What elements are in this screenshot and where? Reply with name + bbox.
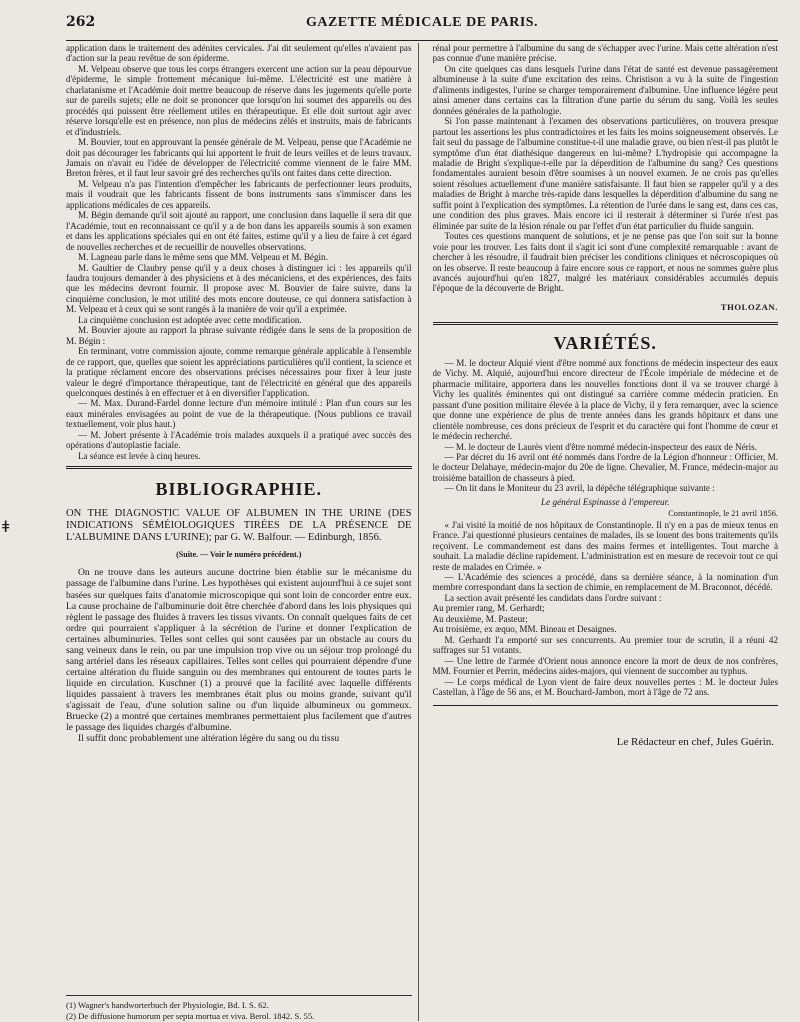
paragraph: M. Gaultier de Claubry pense qu'il y a deux choses à distinguer ici : les appareils qu'il faudra toujours demander à des physiciens et à des mécaniciens, et des expériences, des faits que les médecins devront fournir. Il propose avec M. Bouvier de faire suivre, dans la cinquième conclusion, le mot utilité des mots encore douteuse, ce qui donnera satisfaction à M. Velpeau et à ceux qui se sont rangés à la manière de voir qu'il a exprimée. (66, 262, 412, 315)
paragraph: — Une lettre de l'armée d'Orient nous annonce encore la mort de deux de nos confrères, MM. Fournier et Perrin, médecins aides-majors, qui viennent de succomber au typhus. (432, 655, 778, 677)
paragraph: M. Velpeau n'a pas l'intention d'empêcher les fabricants de perfectionner leurs produits, mais il voudrait que les fabricants fissent de bons instruments sans s'immiscer dans les applications médicales de ces appareils. (66, 178, 412, 210)
paragraph: — Par décret du 16 avril ont été nommés dans l'ordre de la Légion d'honneur : Officier, M. le docteur Delahaye, médecin-major du 20e de ligne. Chevalier, M. France, médecin-major au troisième bataillon de chasseurs à pied. (432, 451, 778, 483)
paragraph: — M. Jobert présente à l'Académie trois malades auxquels il a pratiqué avec succès des opérations d'autoplastie faciale. (66, 429, 412, 451)
paragraph: M. Velpeau observe que tous les corps étrangers exercent une action sur la peau dépourvue d'épiderme, le simple frottement mécanique lui-même. L'électricité est une matière à charlatanisme et l'Académie doit mettre beaucoup de réserve dans les jugements qu'elle porte sur de pareils sujets; elle ne doit se prononcer que lorsqu'on lui soumet des appareils ou des procédés qui puissent être réellement utiles en thérapeutique. Et elle doit surtout agir avec réserve lorsqu'elle est en présence, non plus de médecins zélés et instruits, mais de fabricants et d'industriels. (66, 63, 412, 137)
text-columns (66, 43, 778, 1021)
dispatch-dateline: Constantinople, le 21 avril 1856. (668, 508, 778, 518)
closing-rule (433, 705, 779, 706)
paragraph: M. Bouvier ajoute au rapport la phrase suivante rédigée dans le sens de la proposition de M. Bégin : (66, 325, 412, 346)
page-header (66, 14, 778, 41)
footnote: (2) De diffusione humorum per septa mortua et viva. Berol. 1842. S. 55. (66, 1010, 315, 1021)
paragraph: — M. le docteur Alquié vient d'être nommé aux fonctions de médecin inspecteur des eaux de Vichy. M. Alquié, aujourd'hui encore directeur de l'École impériale de médecine et de pharmacie militaire, apportera dans les nouvelles fonctions dont il va se trouver chargé à Vichy les qualités éminentes qui ont distingué sa carrière comme médecin praticien. En passant d'une position militaire élevée à la place de Vichy, il y fera remarquer, avec la science que donne une expérience de plus de trente années dans les grands hôpitaux et dans une clientèle nombreuse, ces dons précieux de l'esprit et du caractère qui font l'homme de cœur et le médecin recherché. (432, 357, 778, 442)
footnote: (1) Wagner's handworterbuch der Physiologie, Bd. I. S. 62. (66, 1000, 269, 1010)
section-divider (433, 322, 779, 325)
section-heading-bibliographie: BIBLIOGRAPHIE. (155, 479, 323, 500)
publication-title: GAZETTE MÉDICALE DE PARIS. (305, 15, 539, 30)
paragraph: — M. Max. Durand-Fardel donne lecture d'un mémoire intitulé : Plan d'un cours sur les eaux minérales envisagées au point de vue de la thérapeutique. (Nous publions ce travail textuellement, voir plus haut.) (66, 398, 412, 430)
page-number: 262 (66, 14, 96, 30)
paragraph: En terminant, votre commission ajoute, comme remarque générale applicable à l'ensemble de ce rapport, que, quelles que soient les appréciations particulières qu'il contient, la science et la pratique réclament encore des observations précises nécessaires pour fixer à leur juste valeur le degré d'importance thérapeutique, tant de l'électricité en général que des appareils quelconques destinés à en effectuer et à en diversifier l'application. (66, 346, 412, 398)
paragraph: — L'Académie des sciences a procédé, dans sa dernière séance, à la nomination d'un membre correspondant dans la section de chimie, en remplacement de M. Braconnot, décédé. (432, 572, 778, 593)
author-signature: THOLOZAN. (720, 301, 778, 312)
paragraph: Il suffit donc probablement une altération légère du sang ou du tissu (78, 733, 340, 745)
section-heading-varietes: VARIÉTÉS. (553, 332, 657, 353)
paragraph: M. Gerhardt l'a emporté sur ses concurrents. Au premier tour de scrutin, il a réuni 42 suffrages sur 51 votants. (432, 634, 778, 656)
editor-signature: Le Rédacteur en chef, Jules Guérin. (616, 736, 774, 749)
paragraph: — On lit dans le Moniteur du 23 avril, la dépêche télégraphique suivante : (444, 483, 715, 494)
paragraph: La section avait présenté les candidats dans l'ordre suivant : (444, 592, 662, 603)
paragraph: On ne trouve dans les auteurs aucune doctrine bien établie sur le mécanisme du passage de l'albumine dans l'urine. Les hypothèses qui existent aujourd'hui à ce sujet sont basées sur quelques faits d'anatomie microscopique qui sont loin de concorder entre eux. La cause prochaine de l'albuminurie doit être cherchée d'abord dans les lois physiques qui règlent le passage des fluides à travers les tissus vivants. On connaît quelques faits de cet ordre qui pourraient s'appliquer à la sécrétion de l'urine et donner l'explication de certaines albuminuries. Telles sont celles qui sont causées par un obstacle au cours du sang veineux dans le rein, ou par une impulsion trop vive ou un séjour trop prolongé du sang artériel dans les réseaux capillaires. Telles sont celles qui pourraient dépendre d'une certaine altération du fluide sanguin ou des membranes qui entourent de toutes parts le liquide en circulation. Kuschner (1) a prouvé que la facilité avec laquelle différents liquides passaient à travers les membranes était plus ou moins grande, suivant qu'il s'agissait de l'eau, d'une solution saline ou d'un liquide albumineux ou gommeux. Bruecke (2) a montré que certaines membranes permettaient plus facilement que d'autres le passage des liquides chargés d'albumine. (66, 567, 412, 734)
paragraph: M. Bouvier, tout en approuvant la pensée générale de M. Velpeau, pense que l'Académie ne doit pas décourager les fabricants qui lui apportent le fruit de leurs veilles et de leurs travaux. Jamais on n'avait eu l'idée de développer de l'électricité comme viennent de le faire MM. Breton frères, et il faut leur savoir gré des recherches qu'ils ont faites dans cette direction. (66, 137, 412, 179)
paragraph: — Le corps médical de Lyon vient de faire deux nouvelles pertes : M. le docteur Jules Castellan, à l'âge de 56 ans, et M. Bouchard-Jambon, mort à l'âge de 72 ans. (432, 676, 778, 698)
paragraph: — M. le docteur de Laurès vient d'être nommé médecin-inspecteur des eaux de Néris. (444, 441, 757, 452)
right-column (433, 43, 779, 1021)
paragraph: Toutes ces questions manquent de solutions, et je ne pense pas que l'on soit sur la bonne voie pour les trouver. Les faits dont il s'agit ici sont d'une complexité remarquable : avant de chercher à les résoudre, il faudrait bien préciser les conditions cliniques et nécroscopiques où on les observe. Il reste beaucoup à faire encore sous ce rapport, et nous ne sommes guère plus avancés aujourd'hui qu'en 1827, malgré les matériaux considérables accumulés depuis l'époque de la découverte de Bright. (432, 231, 778, 294)
paragraph: La cinquième conclusion est adoptée avec cette modification. (78, 314, 302, 325)
dispatch-text: « J'ai visité la moitié de nos hôpitaux de Constantinople. Il n'y en a pas de mieux tenus en France. J'ai questionné plusieurs centaines de malades, ils se louent des bons traitements qu'ils reçoivent. Le commandement est dans des mains fermes et intelligentes. Tout marche à souhait. La maladie décline rapidement. L'administration est en mesure de recevoir tout ce qui reste de malades en Crimée. » (432, 519, 778, 572)
paragraph: Si l'on passe maintenant à l'examen des observations particulières, on trouvera presque partout les assertions les plus contradictoires et les faits les moins soigneusement observés. Le fait seul du passage de l'albumine constitue-t-il une maladie grave, ou bien n'est-il pas plutôt le symptôme d'un état diathésique dangereux en lui-même? L'hydropisie qui accompagne la maladie de Bright s'explique-t-elle par la déperdition de l'albumine du sang? Ces questions fondamentales auraient besoin d'être soumises à un nouvel examen. Je ne crois pas qu'elles soient résolues actuellement d'une manière satisfaisante. Il faut bien se rappeler qu'il y a des maladies de Bright à marche très-rapide dans lesquelles la déperdition d'albumine du sang ne suffit point à l'explication des symptômes. La rétention de l'urée dans le sang est, dans ces cas, une condition des plus graves. Mais encore ici il resterait à déterminer si l'urée n'est pas éliminée par suite de la lésion rénale ou par l'effet d'un état particulier du fluide sanguin. (432, 116, 778, 231)
continuation-note: (Suite. — Voir le numéro précédent.) (176, 550, 302, 560)
left-column (66, 43, 419, 1021)
paragraph: On cite quelques cas dans lesquels l'urine dans l'état de santé est devenue passagèrement albumineuse à la suite d'une excitation des reins. Christison a vu à la suite de l'ingestion d'aliments indigestes, l'urine se charger temporairement d'albumine. Une influence légère peut ainsi amener dans certains cas la filtration d'une partie du sérum du sang. Voilà les seules données générales de la pathologie. (432, 63, 778, 116)
paragraph: application dans le traitement des adénites cervicales. J'ai dit seulement qu'elles n'avaient pas d'action sur la peau revêtue de son épiderme. (66, 43, 412, 64)
section-divider (66, 466, 412, 469)
margin-ink-mark: ǂ (2, 517, 10, 536)
paragraph: La séance est levée à cinq heures. (78, 450, 201, 461)
dispatch-heading: Le général Espinasse à l'empereur. (541, 496, 670, 507)
footnotes (66, 995, 412, 1021)
paragraph: M. Bégin demande qu'il soit ajouté au rapport, une conclusion dans laquelle il sera dit que l'Académie, tout en reconnaissant ce qu'il y a de bon dans les appareils soumis à son examen et dans les applications spéciales qui en ont été faites, estime qu'il y a lieu de faire à cet égard de nouvelles recherches et de recueillir de nouvelles observations. (66, 210, 412, 252)
paragraph: M. Lagneau parle dans le même sens que MM. Velpeau et M. Bégin. (78, 252, 328, 263)
paragraph: rénal pour permettre à l'albumine du sang de s'échapper avec l'urine. Mais cette altération n'est pas connue d'une manière précise. (432, 43, 778, 64)
review-title: ON THE DIAGNOSTIC VALUE OF ALBUMEN IN THE URINE (DES INDICATIONS SÉMÉIOLOGIQUES TIRÉES DE LA PRÉSENCE DE L'ALBUMINE DANS L'URINE); par G. W. Balfour. — Edinburgh, 1856. (66, 508, 412, 544)
candidate-line: Au deuxième, M. Pasteur; (432, 613, 528, 624)
candidate-line: Au troisième, ex æquo, MM. Bineau et Desaignes. (432, 624, 617, 635)
candidate-line: Au premier rang, M. Gerhardt; (432, 603, 545, 614)
